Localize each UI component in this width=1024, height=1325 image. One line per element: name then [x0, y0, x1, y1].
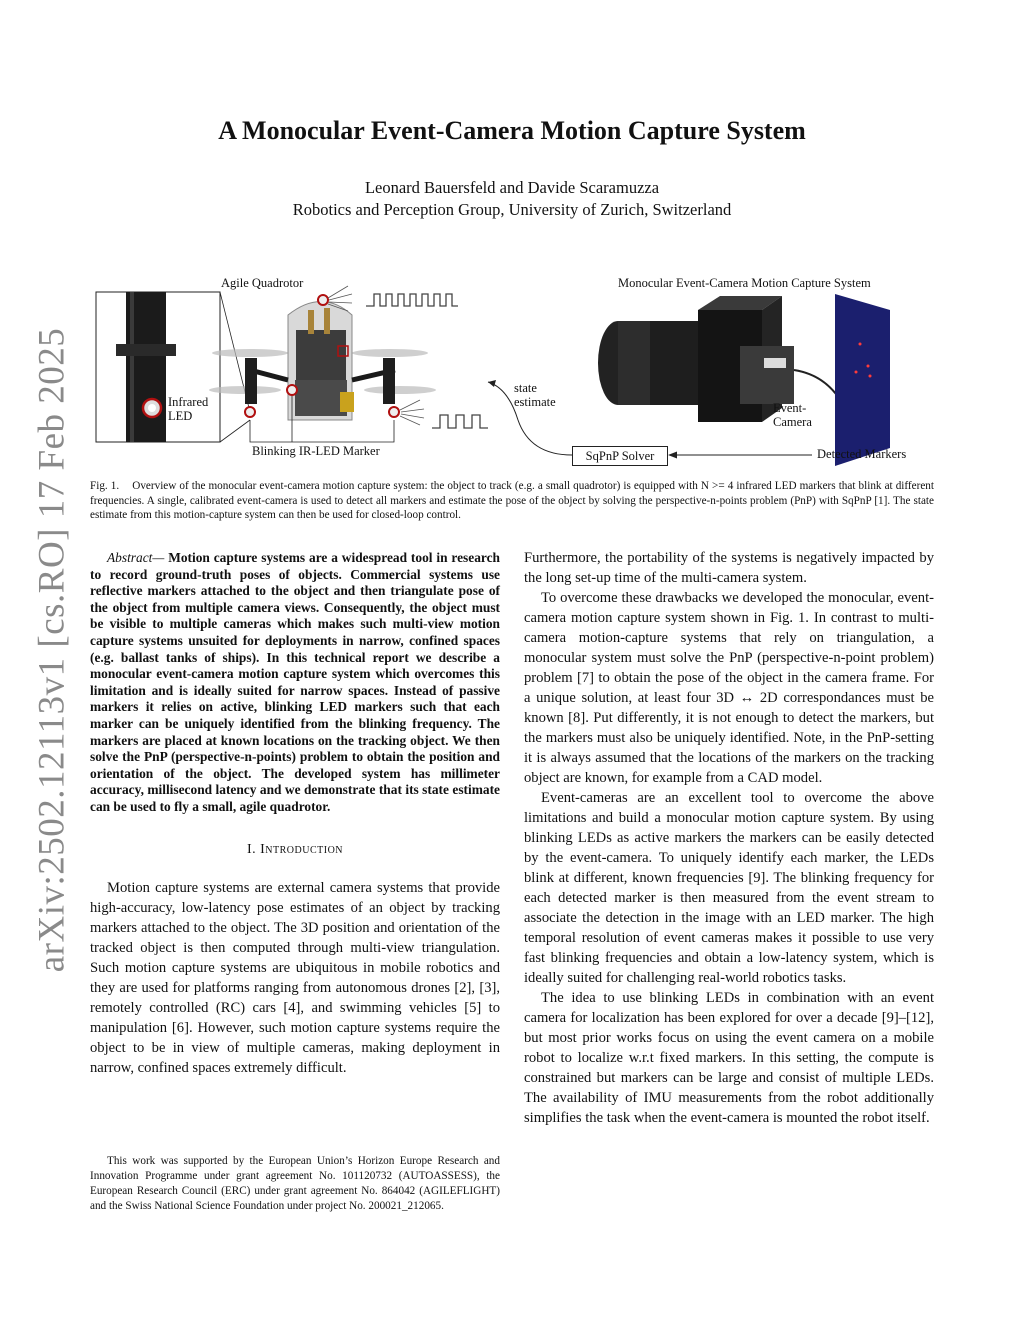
- right-paragraph-2: Event-cameras are an excellent tool to overcome the above limitations and build a monocular motion capture system. By using blinking LEDs as active markers the markers can be easily detected by the event-camera. To uniquely identify each marker, the LEDs blink at different, known frequencies [9]. The blinking frequency for each detected marker is then measured from the event stream to associate the detection in the image with an LED marker. The high temporal resolution of event cameras makes it possible to use very fast blinking frequencies and obtain a low-latency system, which is ideally suited for challenging real-world robotics tasks.: [524, 790, 934, 986]
- label-detected-markers: Detected Markers: [817, 447, 907, 461]
- label-blinking-marker: Blinking IR-LED Marker: [252, 444, 380, 458]
- label-event-camera-line2: Camera: [773, 415, 812, 429]
- caption-number: Fig. 1.: [90, 480, 120, 492]
- label-sqpnp-solver: SqPnP Solver: [572, 446, 668, 466]
- quadrotor-image: [209, 295, 436, 420]
- intro-paragraph-1: Motion capture systems are external camera systems that provide high-accuracy, low-latency pose estimates of an object by tracking markers attached to the object. The 3D position and orientation of the tracked object is then computed through multi-view triangulation. Such motion capture systems are ubiquitous in mobile robotics and they are used for platforms ranging from autonomous drones [2], [3], remotely controlled (RC) cars [4], and swimming vehicles [5] to manipulation [6]. However, such motion capture systems require the object to be in view of multiple cameras, making deployment in narrow, confined spaces extremely difficult.: [90, 879, 500, 1076]
- paper-title: A Monocular Event-Camera Motion Capture System: [218, 116, 806, 145]
- abstract: [90, 550, 500, 816]
- label-state-line2: estimate: [514, 395, 556, 409]
- section-heading-introduction: I. Introduction: [246, 841, 344, 857]
- funding-footnote: This work was supported by the European Union’s Horizon Europe Research and Innovation Programme under grant agreement No. 101120732 (AUTOASSESS), the European Research Council (ERC) under grant agreement No. 864042 (AGILEFLIGHT) and the Swiss National Science Foundation under project No. 200021_212065.: [90, 1155, 500, 1212]
- paper-authors: Leonard Bauersfeld and Davide Scaramuzza: [364, 178, 660, 197]
- detected-markers-screen: [835, 294, 890, 466]
- label-event-camera-line1: Event-: [773, 401, 807, 415]
- right-paragraph-0: Furthermore, the portability of the systems is negatively impacted by the long set-up time of the multi-camera system.: [524, 550, 934, 586]
- blink-signal-slow: [432, 415, 488, 428]
- abstract-label: Abstract—: [107, 550, 165, 565]
- figure-1-illustration: [90, 270, 940, 470]
- right-column: [524, 548, 934, 1128]
- blink-signal-fast: [366, 294, 458, 306]
- arxiv-stamp: arXiv:2502.12113v1 [cs.RO] 17 Feb 2025: [31, 327, 73, 973]
- figure-1: [90, 270, 940, 470]
- led-closeup-inset: [96, 292, 220, 442]
- label-infrared-line2: LED: [168, 409, 193, 423]
- right-paragraph-1: To overcome these drawbacks we developed the monocular, event-camera motion capture system shown in Fig. 1. In contrast to multi-camera motion-capture systems that rely on triangulation, a monocular system must solve the PnP (perspective-n-point problem) problem [7] to obtain the pose of the object in the camera frame. For a unique solution, at least four 3D ↔ 2D correspondances must be known [8]. Put differently, it is not enough to detect the markers, but the markers must also be uniquely identified. Note, in the PnP-setting it is always assumed that the locations of the markers on the tracking object are known, for example from a CAD model.: [524, 590, 934, 786]
- label-agile-quadrotor: Agile Quadrotor: [221, 276, 304, 290]
- left-column: [90, 550, 500, 1078]
- figure-1-caption: [90, 479, 934, 523]
- label-infrared-line1: Infrared: [168, 395, 209, 409]
- label-system: Monocular Event-Camera Motion Capture System: [618, 276, 871, 290]
- paper-affiliation: Robotics and Perception Group, University of Zurich, Switzerland: [292, 200, 732, 219]
- abstract-text: Motion capture systems are a widespread tool in research to record ground-truth poses of objects. Commercial systems use reflective markers attached to the object and then triangulate pose of the object from multiple camera views. Consequently, the object must be visible to multiple cameras which makes such multi-view motion capture systems unsuited for deployments in narrow, confined spaces (e.g. ballast tanks of ships). In this technical report we describe a monocular event-camera motion capture system which overcomes this limitation and is ideally suited for narrow spaces. Instead of passive markers it relies on active, blinking LED markers such that each marker can be uniquely identified from the blinking frequency. The markers are placed at known locations on the tracking object. We then solve the PnP (perspective-n-points) problem to obtain the position and orientation of the object. The developed system has millimeter accuracy, millisecond latency and we demonstrate that its state estimate can be used to fly a small, agile quadrotor.: [90, 550, 500, 814]
- right-paragraph-3: The idea to use blinking LEDs in combination with an event camera for localization has been explored for over a decade [9]–[12], but most prior works focus on using the event camera on a mobile robot to localize w.r.t fixed markers. In this setting, the compute is constrained but markers can be large and consist of multiple LEDs. The availability of IMU measurements from the robot additionally simplifies the task when the event-camera is mounted the robot itself.: [524, 990, 934, 1126]
- label-state-line1: state: [514, 381, 537, 395]
- caption-text: Overview of the monocular event-camera motion capture system: the object to track (e.g. a small quadrotor) is equipped with N >= 4 infrared LED markers that blink at different frequencies. A single, calibrated event-camera is used to detect all markers and estimate the pose of the object by solving the perspective-n-points problem (PnP) with SqPnP [1]. The state estimate from this motion-capture system can then be used for closed-loop control.: [90, 480, 935, 522]
